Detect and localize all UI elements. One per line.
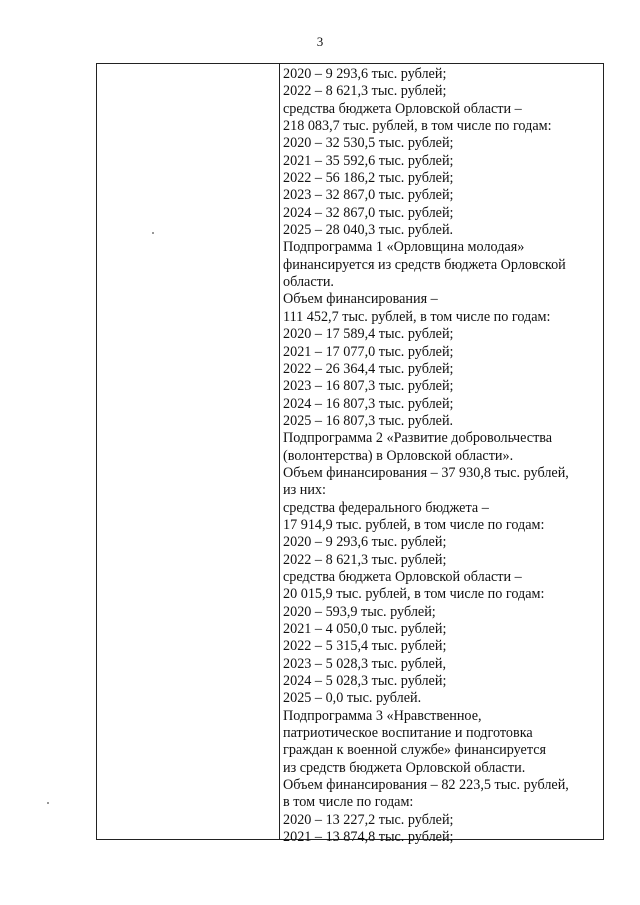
text-line: 2024 – 5 028,3 тыс. рублей;	[283, 673, 447, 690]
text-line: 2024 – 32 867,0 тыс. рублей;	[283, 204, 454, 221]
text-line: 17 914,9 тыс. рублей, в том числе по годам:	[283, 516, 545, 533]
text-line: 2020 – 9 293,6 тыс. рублей;	[283, 534, 447, 551]
text-line: граждан к военной службе» финансируется	[283, 742, 547, 759]
text-line: 2022 – 5 315,4 тыс. рублей;	[283, 638, 447, 655]
text-line: финансируется из средств бюджета Орловской	[283, 256, 566, 273]
text-line: средства бюджета Орловской области –	[283, 100, 522, 117]
text-line: 2021 – 35 592,6 тыс. рублей;	[283, 152, 454, 169]
text-line: 2020 – 593,9 тыс. рублей;	[283, 603, 436, 620]
text-line: 111 452,7 тыс. рублей, в том числе по годам:	[283, 308, 551, 325]
text-line: 2022 – 26 364,4 тыс. рублей;	[283, 360, 454, 377]
text-line: 2023 – 16 807,3 тыс. рублей;	[283, 378, 454, 395]
text-line: 2022 – 56 186,2 тыс. рублей;	[283, 170, 454, 187]
text-line: из них:	[283, 482, 326, 499]
text-line: 2022 – 8 621,3 тыс. рублей;	[283, 83, 447, 100]
text-line: Подпрограмма 3 «Нравственное,	[283, 707, 482, 724]
text-line: 2020 – 9 293,6 тыс. рублей;	[283, 66, 447, 82]
text-line: (волонтерства) в Орловской области».	[283, 447, 514, 464]
text-line: Объем финансирования – 82 223,5 тыс. рублей,	[283, 777, 569, 794]
text-line: 2020 – 17 589,4 тыс. рублей;	[283, 326, 454, 343]
text-line: 2023 – 32 867,0 тыс. рублей;	[283, 187, 454, 204]
text-line: Объем финансирования – 37 930,8 тыс. рублей,	[283, 464, 569, 481]
text-line: Подпрограмма 2 «Развитие добровольчества	[283, 430, 553, 447]
text-line: 218 083,7 тыс. рублей, в том числе по годам:	[283, 118, 552, 135]
document-table	[96, 63, 604, 846]
column-divider	[279, 64, 280, 839]
text-line: 2023 – 5 028,3 тыс. рублей,	[283, 655, 446, 672]
text-line: 2025 – 28 040,3 тыс. рублей.	[283, 222, 454, 239]
scan-speck	[47, 802, 49, 804]
scan-speck	[152, 232, 154, 234]
text-line: 2021 – 13 874,8 тыс. рублей;	[283, 829, 454, 846]
text-line: в том числе по годам:	[283, 794, 414, 811]
text-line: 2024 – 16 807,3 тыс. рублей;	[283, 395, 454, 412]
text-line: патриотическое воспитание и подготовка	[283, 725, 533, 742]
text-line: 2025 – 16 807,3 тыс. рублей.	[283, 412, 454, 429]
text-line: Подпрограмма 1 «Орловщина молодая»	[283, 239, 525, 256]
text-line: 2025 – 0,0 тыс. рублей.	[283, 690, 422, 707]
page-number: 3	[316, 34, 324, 49]
text-line: средства бюджета Орловской области –	[283, 568, 522, 585]
text-line: 2021 – 4 050,0 тыс. рублей;	[283, 621, 447, 637]
text-line: 2022 – 8 621,3 тыс. рублей;	[283, 551, 447, 568]
text-line: Объем финансирования –	[283, 291, 438, 308]
table-right-cell	[283, 66, 603, 846]
text-line: из средств бюджета Орловской области.	[283, 759, 526, 776]
text-line: 20 015,9 тыс. рублей, в том числе по годам:	[283, 586, 545, 603]
text-line: 2020 – 13 227,2 тыс. рублей;	[283, 811, 454, 828]
text-line: области.	[283, 274, 334, 291]
text-line: средства федерального бюджета –	[283, 499, 489, 516]
text-line: 2021 – 17 077,0 тыс. рублей;	[283, 343, 454, 360]
text-line: 2020 – 32 530,5 тыс. рублей;	[283, 135, 454, 152]
